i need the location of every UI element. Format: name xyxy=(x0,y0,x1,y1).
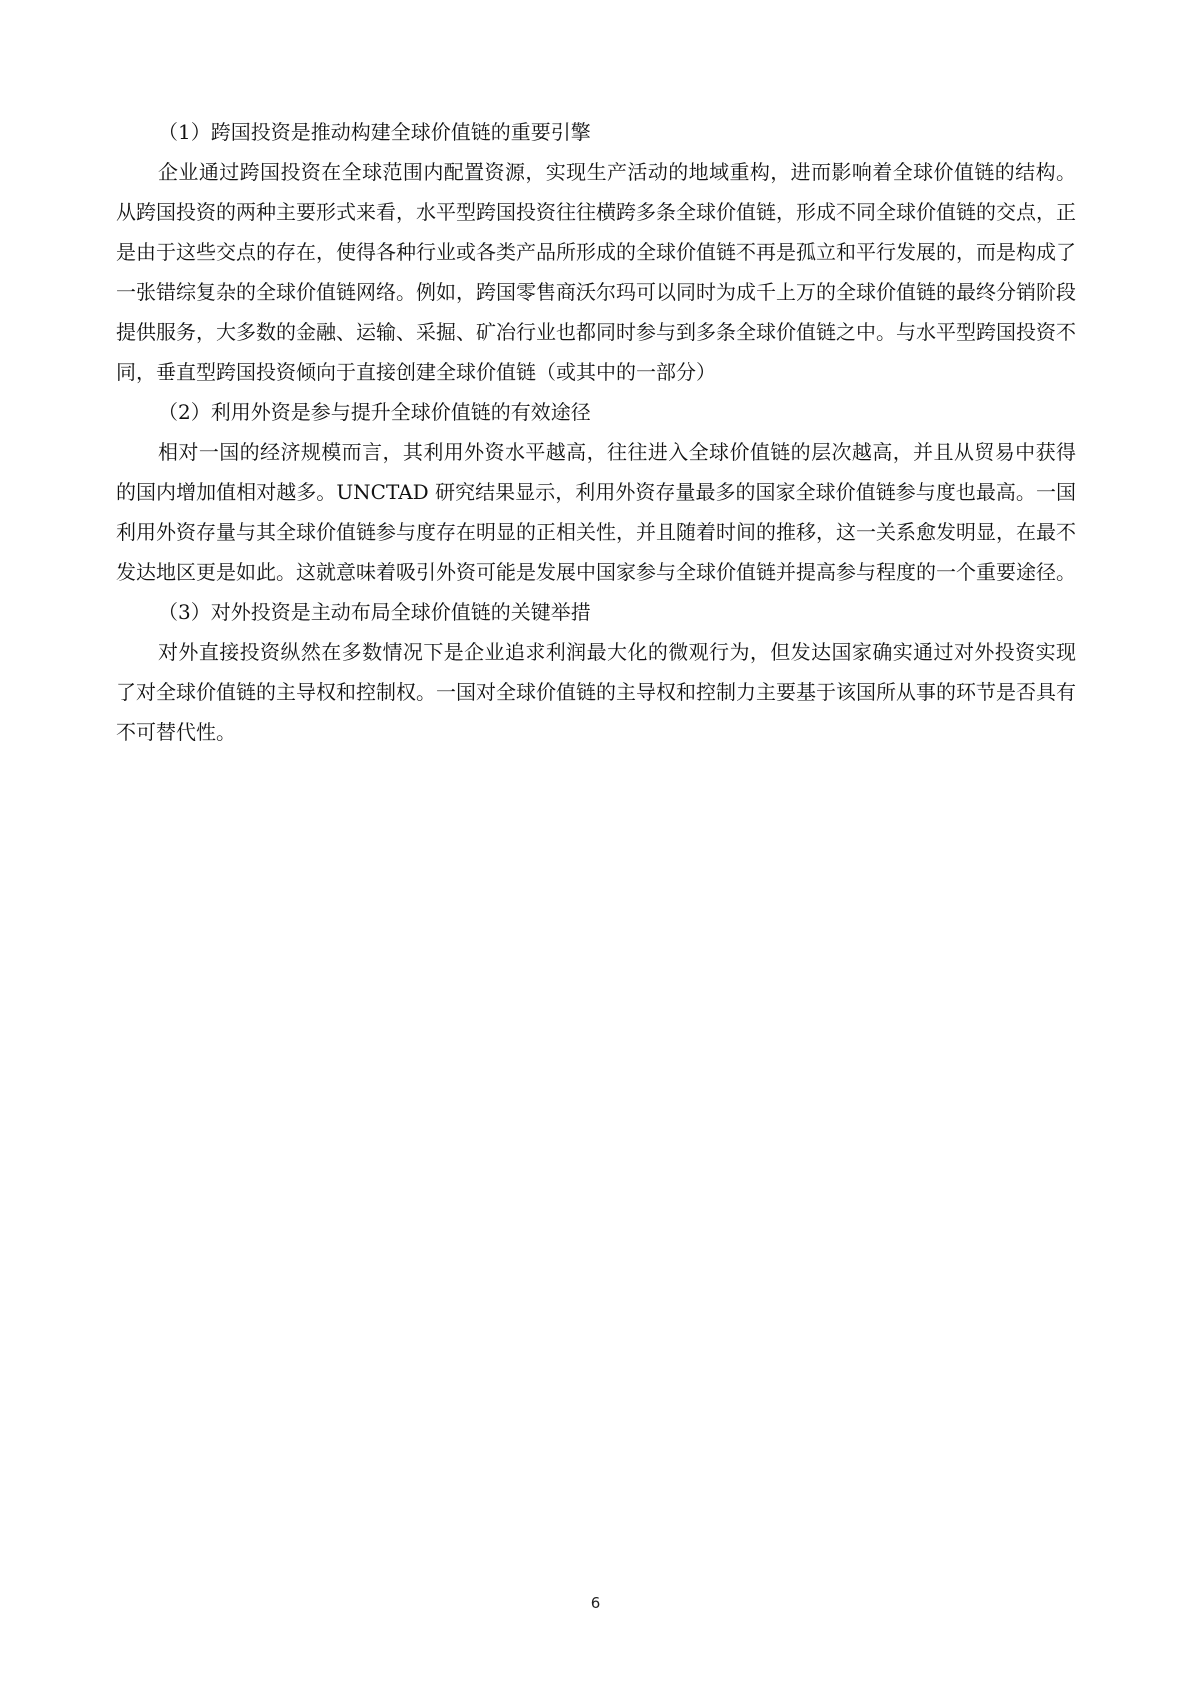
section-body-3: 对外直接投资纵然在多数情况下是企业追求利润最大化的微观行为，但发达国家确实通过对外投资实现了对全球价值链的主导权和控制权。一国对全球价值链的主导权和控制力主要基于该国所从事的环节是否具有不可替代性。 xyxy=(116,640,1076,744)
section-body-2: 相对一国的经济规模而言，其利用外资水平越高，往往进入全球价值链的层次越高，并且从贸易中获得的国内增加值相对越多。UNCTAD 研究结果显示，利用外资存量最多的国家全球价值链参与度也最高。一国利用外资存量与其全球价值链参与度存在明显的正相关性，并且随着时间的推移，这一关系愈发明显，在最不发达地区更是如此。这就意味着吸引外资可能是发展中国家参与全球价值链并提高参与程度的一个重要途径。 xyxy=(116,440,1076,584)
document-page xyxy=(116,112,1076,752)
section-heading-2: （2）利用外资是参与提升全球价值链的有效途径 xyxy=(158,400,591,424)
section-heading-3: （3）对外投资是主动布局全球价值链的关键举措 xyxy=(158,600,591,624)
section-body-1: 企业通过跨国投资在全球范围内配置资源，实现生产活动的地域重构，进而影响着全球价值链的结构。从跨国投资的两种主要形式来看，水平型跨国投资往往横跨多条全球价值链，形成不同全球价值链的交点，正是由于这些交点的存在，使得各种行业或各类产品所形成的全球价值链不再是孤立和平行发展的，而是构成了一张错综复杂的全球价值链网络。例如，跨国零售商沃尔玛可以同时为成千上万的全球价值链的最终分销阶段提供服务，大多数的金融、运输、采掘、矿冶行业也都同时参与到多条全球价值链之中。与水平型跨国投资不同，垂直型跨国投资倾向于直接创建全球价值链（或其中的一部分） xyxy=(116,160,1076,384)
section-heading-1: （1）跨国投资是推动构建全球价值链的重要引擎 xyxy=(158,120,591,144)
page-number: 6 xyxy=(590,1594,601,1612)
